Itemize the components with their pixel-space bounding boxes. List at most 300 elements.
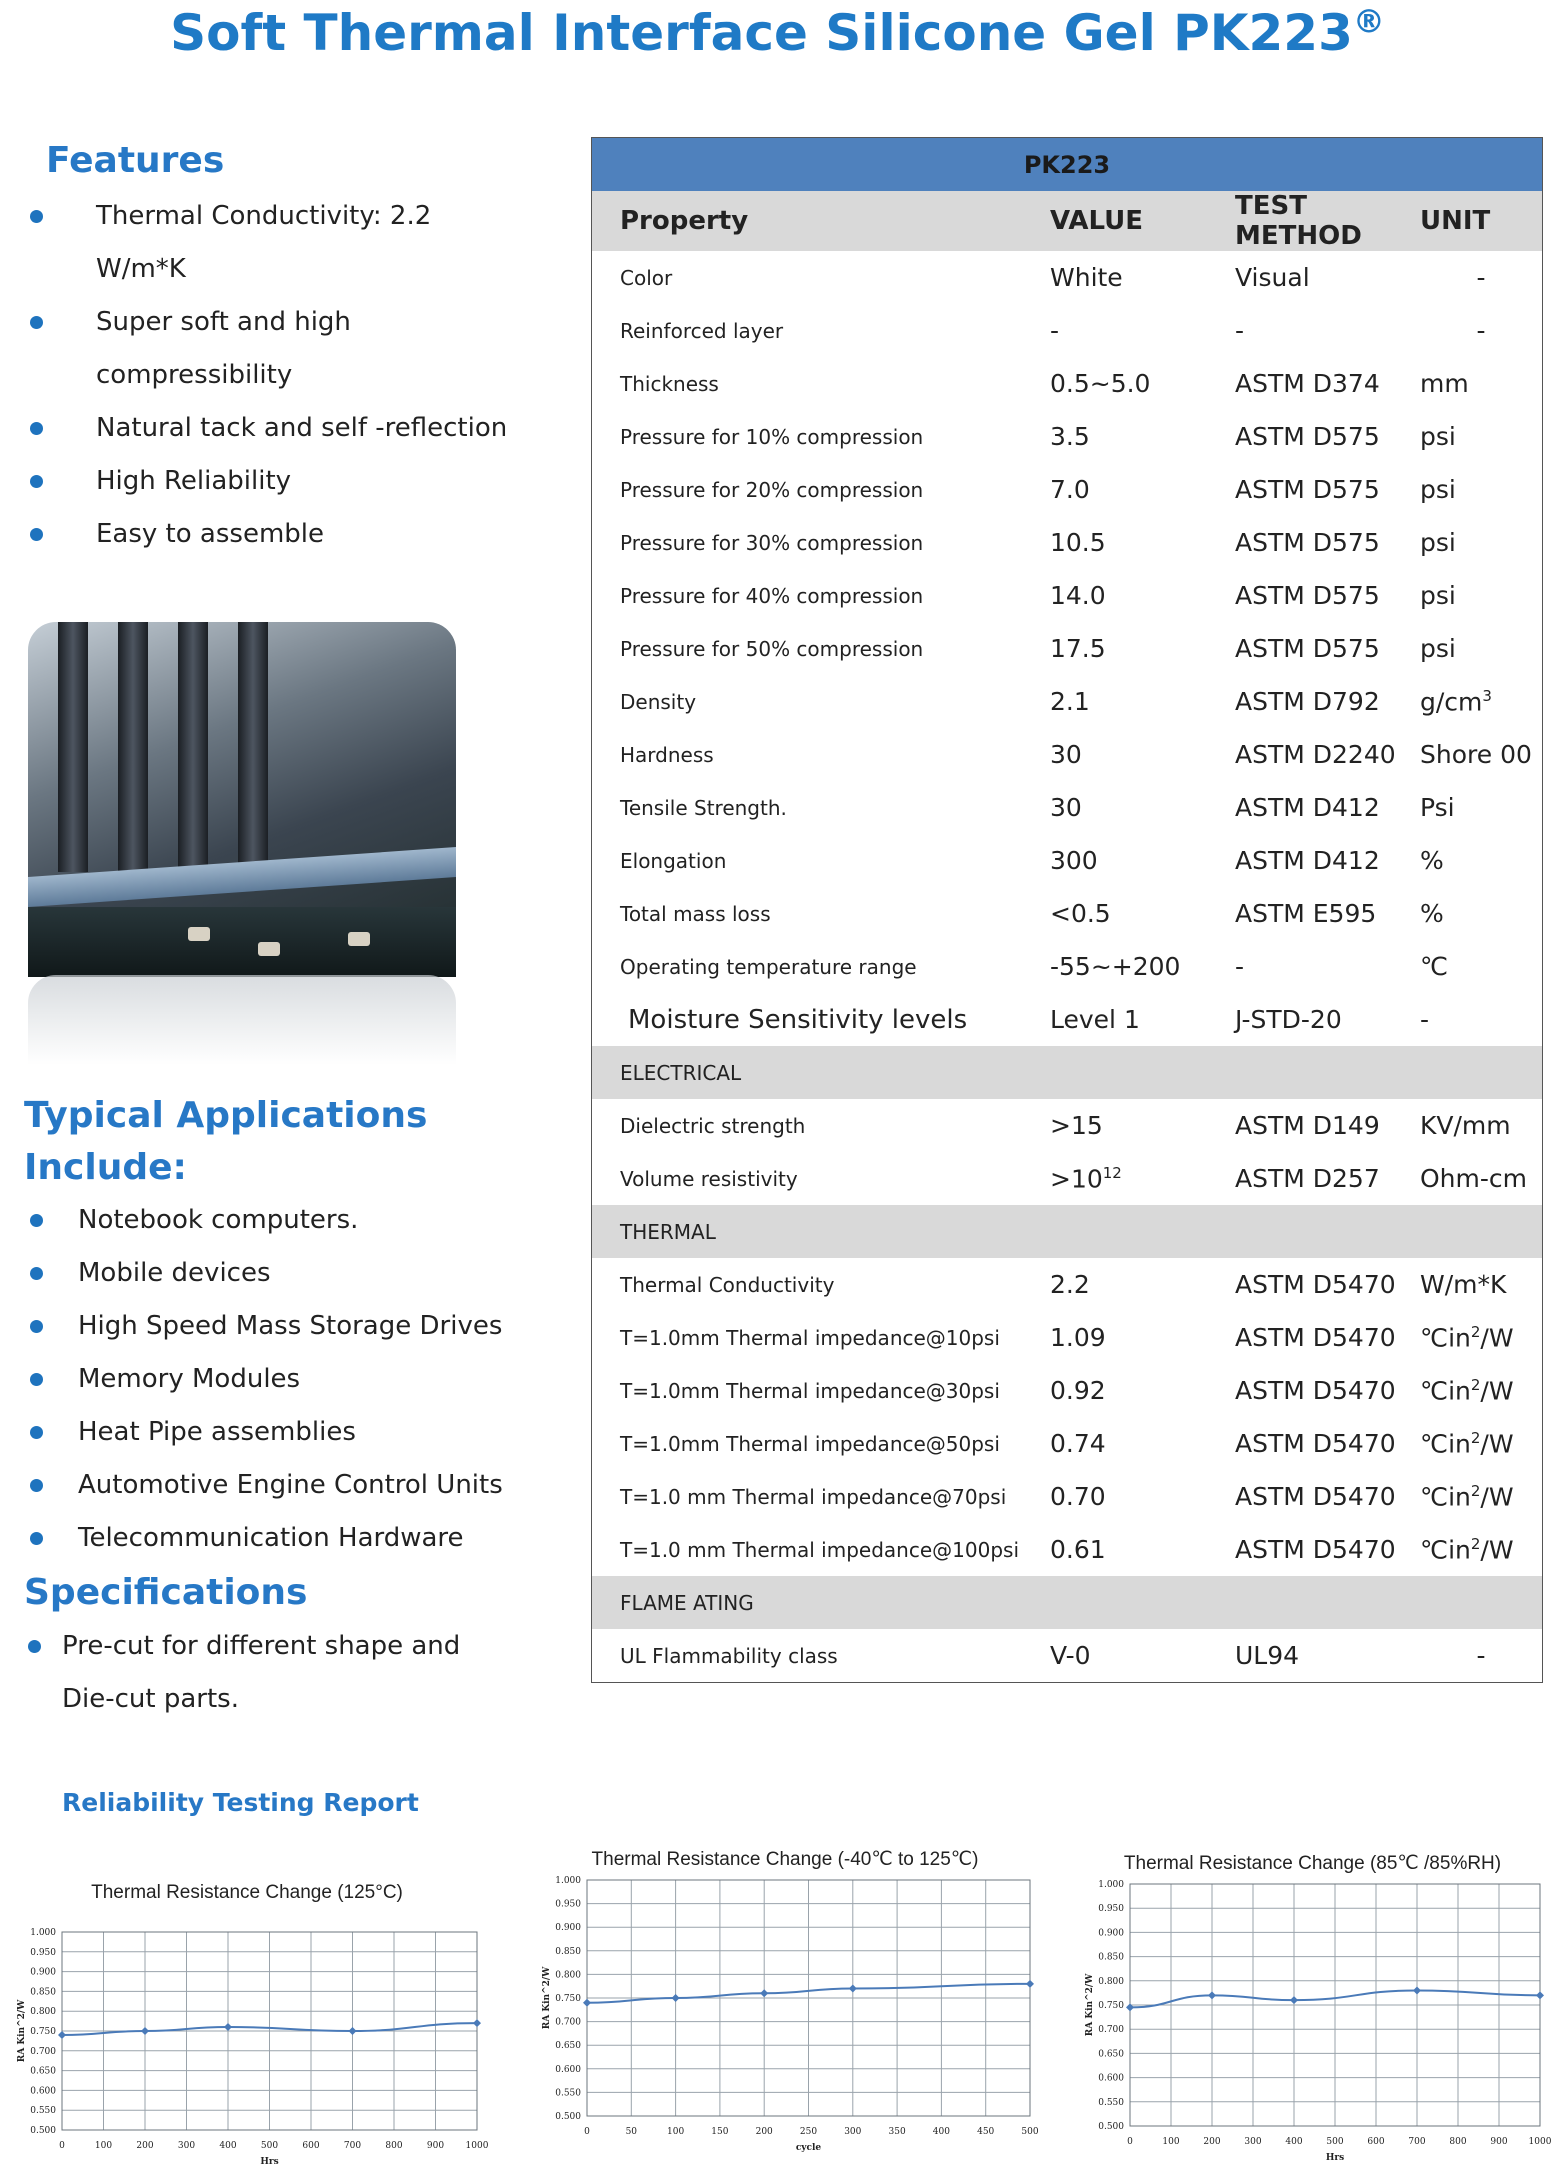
data-point: [1290, 1996, 1298, 2004]
unit-cell: [1420, 1470, 1543, 1523]
y-tick-label: 0.850: [555, 1946, 581, 1957]
table-section-row: [592, 1576, 1543, 1629]
x-tick-label: 800: [1449, 2137, 1467, 2147]
method-cell: ASTM D257: [1235, 1164, 1380, 1193]
y-tick-label: 0.800: [555, 1970, 581, 1981]
x-tick-label: 250: [799, 2127, 818, 2137]
method-cell: ASTM D5470: [1235, 1535, 1396, 1564]
method-cell: ASTM D792: [1235, 687, 1380, 716]
table-row: [592, 834, 1543, 887]
value-text: 300: [1050, 846, 1098, 875]
value-exponent: 12: [1102, 1163, 1122, 1182]
value-text: White: [1050, 263, 1123, 292]
unit-text: psi: [1420, 422, 1456, 451]
method-cell: ASTM D374: [1235, 369, 1380, 398]
property-cell: Pressure for 10% compression: [620, 424, 924, 449]
unit-text: ℃in: [1420, 1429, 1471, 1459]
property-cell: T=1.0 mm Thermal impedance@100psi: [620, 1537, 1019, 1562]
table-row: [592, 1311, 1543, 1364]
feature-item: [30, 455, 550, 508]
y-tick-label: 0.650: [30, 2066, 56, 2077]
method-cell: ASTM D575: [1235, 422, 1380, 451]
feature-item: [30, 508, 550, 561]
unit-cell: [1420, 1311, 1543, 1364]
unit-exponent: 3: [1482, 686, 1492, 705]
bullet-dot: [30, 316, 43, 329]
value-text: 2.2: [1050, 1270, 1090, 1299]
x-tick-label: 350: [888, 2127, 906, 2137]
chart-svg: [12, 1882, 489, 2172]
table-header-row: [592, 138, 1543, 192]
method-cell: ASTM D575: [1235, 634, 1380, 663]
unit-cell: [1420, 1523, 1543, 1576]
table-row: [592, 1099, 1543, 1152]
value-text: 2.1: [1050, 687, 1090, 716]
y-tick-label: 0.500: [30, 2126, 56, 2136]
x-tick-label: 450: [977, 2127, 995, 2137]
reliability-heading: Reliability Testing Report: [62, 1788, 419, 1817]
unit-text: psi: [1420, 581, 1456, 610]
value-text: >10: [1050, 1164, 1103, 1194]
value-cell: [1050, 940, 1235, 993]
unit-cell: [1420, 1417, 1543, 1470]
table-row: [592, 1364, 1543, 1417]
table-row: [592, 410, 1543, 463]
y-tick-label: 0.800: [30, 2007, 56, 2018]
column-header: UNIT: [1420, 191, 1543, 251]
value-text: 1.09: [1050, 1323, 1106, 1352]
value-cell: [1050, 781, 1235, 834]
bullet-dot: [30, 1267, 43, 1280]
value-text: 14.0: [1050, 581, 1106, 610]
unit-tail: /W: [1480, 1429, 1514, 1459]
unit-cell: [1420, 887, 1543, 940]
applications-heading-line2: Include:: [24, 1147, 187, 1188]
unit-tail: /W: [1480, 1376, 1514, 1406]
unit-text: Psi: [1420, 793, 1455, 822]
x-tick-label: 1000: [465, 2141, 489, 2151]
data-point: [224, 2023, 232, 2031]
unit-cell: [1420, 675, 1543, 728]
y-tick-label: 0.750: [1098, 2001, 1124, 2011]
unit-text: g/cm: [1420, 687, 1483, 717]
x-tick-label: 100: [94, 2141, 113, 2151]
y-tick-label: 0.900: [1098, 1928, 1124, 1939]
value-text: 30: [1050, 793, 1082, 822]
chart-title: Thermal Resistance Change (-40℃ to 125℃): [591, 1849, 979, 1870]
x-tick-label: 400: [219, 2141, 237, 2151]
value-cell: [1050, 1258, 1235, 1311]
table-row: [592, 781, 1543, 834]
table-row: [592, 887, 1543, 940]
method-cell: ASTM D149: [1235, 1111, 1380, 1140]
value-cell: [1050, 728, 1235, 781]
data-point: [1413, 1986, 1421, 1994]
property-cell: T=1.0mm Thermal impedance@10psi: [620, 1325, 1000, 1350]
unit-cell: [1420, 251, 1543, 304]
unit-text: psi: [1420, 634, 1456, 663]
unit-cell: [1420, 622, 1543, 675]
application-text: High Speed Mass Storage Drives: [78, 1311, 503, 1341]
section-label: THERMAL: [592, 1205, 1543, 1258]
unit-cell: [1420, 940, 1543, 993]
value-text: Level 1: [1050, 1005, 1140, 1034]
value-cell: [1050, 1417, 1235, 1470]
unit-text: ℃in: [1420, 1376, 1471, 1406]
unit-cell: [1420, 728, 1543, 781]
unit-text: -: [1420, 1005, 1430, 1034]
property-cell: Moisture Sensitivity levels: [628, 1004, 968, 1035]
y-tick-label: 0.950: [1098, 1904, 1124, 1915]
unit-text: psi: [1420, 475, 1456, 504]
x-tick-label: 200: [1203, 2137, 1221, 2147]
chart-svg: [1080, 1852, 1552, 2172]
y-tick-label: 0.600: [1098, 2073, 1124, 2084]
application-text: Telecommunication Hardware: [78, 1523, 464, 1553]
property-cell: Tensile Strength.: [620, 795, 787, 820]
unit-exponent: 2: [1470, 1481, 1481, 1500]
value-cell: [1050, 675, 1235, 728]
feature-text: Natural tack and self -reflection: [96, 413, 508, 443]
method-cell: ASTM D2240: [1235, 740, 1396, 769]
specifications-heading: Specifications: [24, 1572, 308, 1613]
chart-title: Thermal Resistance Change (85℃ /85%RH): [1123, 1853, 1502, 1874]
value-cell: [1050, 1311, 1235, 1364]
column-header: VALUE: [1050, 191, 1235, 251]
unit-cell: [1420, 1099, 1543, 1152]
property-cell: Dielectric strength: [620, 1113, 806, 1138]
value-cell: [1050, 357, 1235, 410]
y-tick-label: 0.850: [1098, 1952, 1124, 1963]
method-cell: ASTM D5470: [1235, 1270, 1396, 1299]
y-tick-label: 0.550: [555, 2088, 581, 2099]
data-point: [583, 1999, 591, 2007]
feature-text-cont: W/m*K: [96, 254, 186, 284]
application-text: Notebook computers.: [78, 1205, 359, 1235]
property-cell: UL Flammability class: [620, 1643, 838, 1668]
method-cell: ASTM D5470: [1235, 1323, 1396, 1352]
y-tick-label: 0.500: [555, 2112, 581, 2122]
unit-tail: /W: [1480, 1535, 1514, 1565]
table-section-row: [592, 1205, 1543, 1258]
y-tick-label: 0.900: [555, 1923, 581, 1934]
unit-exponent: 2: [1470, 1322, 1481, 1341]
x-tick-label: 300: [177, 2141, 196, 2151]
property-cell: Pressure for 40% compression: [620, 583, 924, 608]
x-tick-label: 0: [1127, 2137, 1133, 2147]
application-item: [30, 1247, 530, 1300]
unit-text: W/m*K: [1420, 1270, 1507, 1299]
unit-cell: [1420, 463, 1543, 516]
feature-item: [30, 402, 550, 455]
y-tick-label: 0.750: [555, 1994, 581, 2004]
table-row: [592, 940, 1543, 993]
unit-cell: [1420, 993, 1543, 1046]
property-cell: Thickness: [620, 371, 719, 396]
table-row: [592, 304, 1543, 357]
value-text: 0.5~5.0: [1050, 369, 1151, 398]
x-axis-label: cycle: [795, 2143, 822, 2153]
method-cell: ASTM D575: [1235, 581, 1380, 610]
unit-text: Ohm-cm: [1420, 1164, 1527, 1193]
property-table: [591, 137, 1543, 1683]
unit-text: KV/mm: [1420, 1111, 1511, 1140]
unit-text: -: [1476, 263, 1486, 292]
application-text: Automotive Engine Control Units: [78, 1470, 503, 1500]
applications-heading: [24, 1090, 427, 1194]
page-title: [0, 4, 1555, 62]
unit-cell: [1420, 834, 1543, 887]
y-tick-label: 0.650: [1098, 2049, 1124, 2060]
x-tick-label: 0: [584, 2127, 590, 2137]
unit-cell: [1420, 781, 1543, 834]
method-cell: -: [1235, 316, 1245, 345]
specifications-line1: Pre-cut for different shape and: [62, 1631, 461, 1661]
application-item: [30, 1406, 530, 1459]
unit-cell: [1420, 516, 1543, 569]
table-row: [592, 1470, 1543, 1523]
x-tick-label: 1000: [1528, 2137, 1552, 2147]
value-cell: [1050, 887, 1235, 940]
feature-text-cont: compressibility: [96, 360, 293, 390]
bullet-dot: [30, 1373, 43, 1386]
x-tick-label: 700: [1408, 2137, 1426, 2147]
unit-tail: /W: [1480, 1323, 1514, 1353]
x-tick-label: 600: [302, 2141, 320, 2151]
value-cell: [1050, 1523, 1235, 1576]
method-cell: ASTM E595: [1235, 899, 1377, 928]
method-cell: ASTM D5470: [1235, 1376, 1396, 1405]
chart-125c: [12, 1882, 489, 2172]
bullet-dot: [30, 1532, 43, 1545]
unit-text: ℃in: [1420, 1482, 1471, 1512]
x-tick-label: 600: [1367, 2137, 1385, 2147]
unit-cell: [1420, 1629, 1543, 1683]
title-text: Soft Thermal Interface Silicone Gel PK223: [170, 4, 1353, 62]
method-cell: Visual: [1235, 263, 1310, 292]
bullet-dot: [30, 1320, 43, 1333]
x-tick-label: 400: [932, 2127, 950, 2137]
value-cell: [1050, 569, 1235, 622]
table-row: [592, 728, 1543, 781]
method-cell: UL94: [1235, 1641, 1300, 1670]
value-cell: [1050, 304, 1235, 357]
value-text: 30: [1050, 740, 1082, 769]
chart-thermal-cycle: [535, 1848, 1039, 2168]
table-row: [592, 357, 1543, 410]
table-row: [592, 569, 1543, 622]
chart-85c-85rh: [1080, 1852, 1552, 2172]
y-tick-label: 1.000: [1098, 1880, 1124, 1890]
column-header: Property: [592, 191, 1051, 251]
feature-item: [30, 190, 550, 296]
application-item: [30, 1353, 530, 1406]
unit-exponent: 2: [1470, 1375, 1481, 1394]
x-tick-label: 200: [755, 2127, 773, 2137]
y-axis-label: RA Kin^2/W: [17, 1999, 27, 2063]
value-cell: [1050, 1364, 1235, 1417]
value-text: V-0: [1050, 1641, 1091, 1670]
unit-text: %: [1420, 846, 1444, 875]
table-row: [592, 1629, 1543, 1683]
y-tick-label: 0.700: [30, 2046, 56, 2057]
value-text: 0.61: [1050, 1535, 1106, 1564]
y-tick-label: 0.550: [1098, 2097, 1124, 2108]
value-text: 7.0: [1050, 475, 1090, 504]
value-cell: [1050, 1629, 1235, 1683]
value-text: -55~+200: [1050, 952, 1181, 981]
section-label: ELECTRICAL: [592, 1046, 1543, 1099]
method-cell: -: [1235, 952, 1245, 981]
unit-cell: [1420, 1258, 1543, 1311]
x-tick-label: 0: [59, 2141, 65, 2151]
table-row: [592, 622, 1543, 675]
property-cell: Thermal Conductivity: [620, 1272, 835, 1297]
property-cell: Reinforced layer: [620, 318, 784, 343]
y-tick-label: 1.000: [555, 1876, 581, 1886]
x-tick-label: 900: [426, 2141, 445, 2151]
y-axis-label: RA Kin^2/W: [542, 1966, 552, 2030]
data-point: [760, 1989, 768, 1997]
value-cell: [1050, 463, 1235, 516]
x-axis-label: Hrs: [260, 2157, 279, 2167]
value-cell: [1050, 1099, 1235, 1152]
x-tick-label: 150: [711, 2127, 729, 2137]
table-row: [592, 993, 1543, 1046]
data-point: [1026, 1980, 1034, 1988]
application-text: Memory Modules: [78, 1364, 301, 1394]
registered-mark: ®: [1352, 2, 1385, 41]
x-tick-label: 300: [1244, 2137, 1262, 2147]
x-tick-label: 900: [1490, 2137, 1508, 2147]
unit-cell: [1420, 569, 1543, 622]
table-section-row: [592, 1046, 1543, 1099]
property-cell: Pressure for 50% compression: [620, 636, 924, 661]
value-text: 0.74: [1050, 1429, 1106, 1458]
table-row: [592, 516, 1543, 569]
unit-text: ℃in: [1420, 1535, 1471, 1565]
value-cell: [1050, 516, 1235, 569]
property-cell: T=1.0mm Thermal impedance@30psi: [620, 1378, 1000, 1403]
bullet-dot: [30, 1426, 43, 1439]
table-column-headers: [592, 191, 1543, 251]
application-item: [30, 1300, 530, 1353]
x-tick-label: 100: [1162, 2137, 1180, 2147]
application-item: [30, 1459, 530, 1512]
property-cell: Color: [620, 265, 673, 290]
x-tick-label: 800: [385, 2141, 403, 2151]
property-cell: Hardness: [620, 742, 714, 767]
x-tick-label: 100: [667, 2127, 685, 2137]
application-text: Heat Pipe assemblies: [78, 1417, 356, 1447]
x-tick-label: 200: [136, 2141, 154, 2151]
unit-cell: [1420, 304, 1543, 357]
x-axis-label: Hrs: [1325, 2153, 1345, 2163]
value-text: >15: [1050, 1111, 1103, 1140]
feature-item: [30, 296, 550, 402]
y-tick-label: 0.650: [555, 2041, 581, 2052]
data-point: [672, 1994, 680, 2002]
y-tick-label: 0.750: [30, 2027, 56, 2037]
y-tick-label: 1.000: [30, 1928, 56, 1938]
unit-text: ℃in: [1420, 1323, 1471, 1353]
property-cell: T=1.0mm Thermal impedance@50psi: [620, 1431, 1000, 1456]
bullet-dot: [30, 475, 43, 488]
specifications-item: [28, 1620, 528, 1726]
unit-text: Shore 00: [1420, 740, 1532, 769]
table-row: [592, 1152, 1543, 1205]
x-tick-label: 500: [260, 2141, 279, 2151]
table-header: PK223: [592, 138, 1543, 192]
bullet-dot: [30, 1479, 43, 1492]
unit-cell: [1420, 1364, 1543, 1417]
value-text: 17.5: [1050, 634, 1106, 663]
method-cell: ASTM D5470: [1235, 1429, 1396, 1458]
bullet-dot: [30, 422, 43, 435]
unit-text: -: [1476, 316, 1486, 345]
method-cell: ASTM D412: [1235, 846, 1380, 875]
unit-exponent: 2: [1470, 1534, 1481, 1553]
table-row: [592, 251, 1543, 304]
property-cell: Density: [620, 689, 697, 714]
method-cell: ASTM D412: [1235, 793, 1380, 822]
unit-cell: [1420, 410, 1543, 463]
y-tick-label: 0.600: [555, 2064, 581, 2075]
unit-exponent: 2: [1470, 1428, 1481, 1447]
table-row: [592, 1417, 1543, 1470]
bullet-dot: [30, 528, 43, 541]
features-heading: Features: [46, 140, 225, 181]
table-row: [592, 1523, 1543, 1576]
application-item: [30, 1194, 530, 1247]
chart-title: Thermal Resistance Change (125°C): [91, 1882, 403, 1903]
property-cell: Volume resistivity: [620, 1166, 798, 1191]
x-tick-label: 500: [1326, 2137, 1344, 2147]
table-row: [592, 675, 1543, 728]
data-point: [1536, 1991, 1544, 1999]
y-tick-label: 0.550: [30, 2106, 56, 2117]
value-text: -: [1050, 316, 1060, 345]
value-text: <0.5: [1050, 899, 1111, 928]
application-text: Mobile devices: [78, 1258, 271, 1288]
value-cell: [1050, 251, 1235, 304]
method-cell: ASTM D5470: [1235, 1482, 1396, 1511]
data-point: [473, 2019, 481, 2027]
y-tick-label: 0.950: [30, 1947, 56, 1958]
property-cell: Elongation: [620, 848, 727, 873]
y-tick-label: 0.850: [30, 1987, 56, 1998]
data-point: [141, 2027, 149, 2035]
property-cell: Pressure for 30% compression: [620, 530, 924, 555]
value-text: 10.5: [1050, 528, 1106, 557]
feature-text: Easy to assemble: [96, 519, 324, 549]
feature-text: Thermal Conductivity: 2.2: [96, 201, 432, 231]
unit-text: ℃: [1420, 952, 1449, 981]
column-header: TEST METHOD: [1235, 191, 1420, 251]
property-cell: Total mass loss: [620, 901, 771, 926]
value-text: 0.70: [1050, 1482, 1106, 1511]
product-photo: [28, 622, 456, 970]
value-text: 3.5: [1050, 422, 1090, 451]
y-tick-label: 0.950: [555, 1899, 581, 1910]
property-cell: T=1.0 mm Thermal impedance@70psi: [620, 1484, 1007, 1509]
feature-text: High Reliability: [96, 466, 292, 496]
specifications-line2: Die-cut parts.: [62, 1684, 239, 1714]
data-point: [849, 1985, 857, 1993]
unit-cell: [1420, 357, 1543, 410]
feature-text: Super soft and high: [96, 307, 351, 337]
value-cell: [1050, 622, 1235, 675]
